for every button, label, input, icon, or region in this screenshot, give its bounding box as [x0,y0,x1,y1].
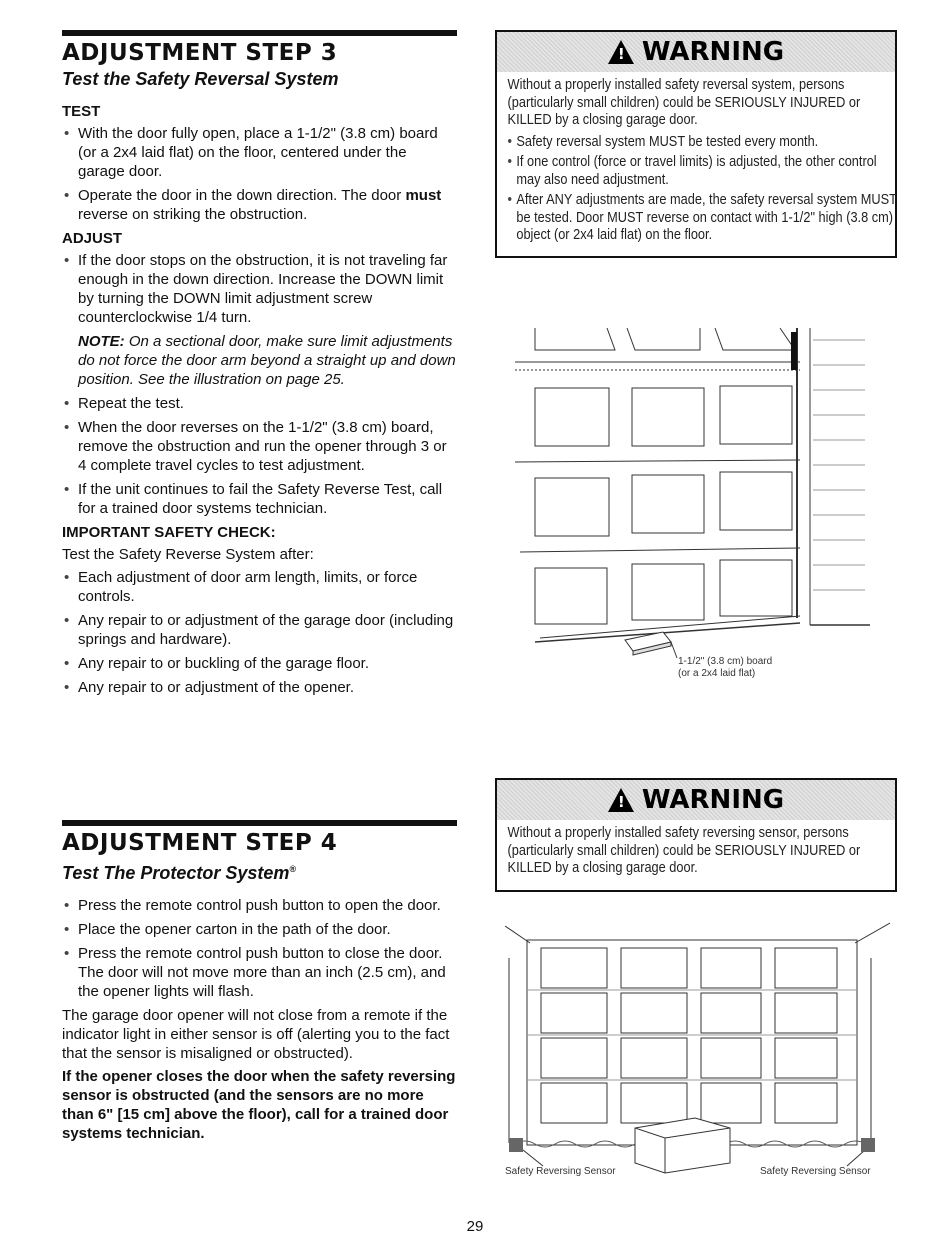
list-item: • Press the remote control push button to close the door. The door will not move more than an inch (2.5 cm), and the opener lights will flash. [62,944,457,1001]
step4-subtitle-text: Test The Protector System [62,863,290,883]
safety-check-heading: IMPORTANT SAFETY CHECK: [62,524,276,541]
warning-triangle-icon: ! [608,40,634,64]
warning-body [497,820,910,890]
list-item: • If one control (force or travel limits) is adjusted, the other control may also need adjustment. [508,154,900,189]
list-item: • Press the remote control push button to open the door. [62,896,457,915]
warning-heading: WARNING [641,785,785,815]
list-item: • If the unit continues to fail the Safety Reverse Test, call for a trained door systems technician. [62,480,457,518]
sensor-label-right: Safety Reversing Sensor [760,1166,871,1177]
figure1-caption: 1-1/2" (3.8 cm) board [678,656,773,667]
step4-section [62,820,457,1147]
step3-title: ADJUSTMENT STEP 3 [62,40,338,66]
adjust-list-continued [62,394,457,518]
list-item [62,186,457,224]
registered-mark: ® [289,864,297,874]
step4-title: ADJUSTMENT STEP 4 [62,830,338,856]
safety-check-list [62,568,457,697]
list-item: • When the door reverses on the 1-1/2" (3.8 cm) board, remove the obstruction and run the opener through 3 or 4 complete travel cycles to test adjustment. [62,418,457,475]
warning-list [508,134,900,245]
note-text: On a sectional door, make sure limit adjustments do not force the door arm beyond a straight up and down position. See the illustration on page 25. [78,333,456,388]
warning-header [497,780,895,820]
test-list [62,124,457,224]
left-sensor-icon [509,1138,523,1152]
emphasis-text: must [405,187,442,204]
warning-body [497,72,910,256]
note-label: NOTE: [78,333,125,350]
warning-header [497,32,895,72]
list-item: • With the door fully open, place a 1-1/2" (3.8 cm) board (or a 2x4 laid flat) on the floor, centered under the garage door. [62,124,457,181]
list-item: • After ANY adjustments are made, the safety reversal system MUST be tested. Door MUST reverse on contact with 1-1/2" high (3.8 cm) object (or 2x4 laid flat) on the floor. [508,192,900,245]
sensor-carton-illustration [495,918,895,1188]
right-sensor-icon [861,1138,875,1152]
step3-subtitle: Test the Safety Reversal System [62,69,339,89]
step4-bold-paragraph: If the opener closes the door when the safety reversing sensor is obstructed (and the sensors are no more than 6" [15 cm] above the floor), call for a trained door systems technician. [62,1068,456,1142]
list-item: • Any repair to or adjustment of the opener. [62,678,457,697]
warning-intro: Without a properly installed safety reversing sensor, persons (particularly small children) could be SERIOUSLY INJURED or KILLED by a closing garage door. [507,825,861,876]
sensor-label-left: Safety Reversing Sensor [505,1166,616,1177]
left-column [62,30,457,702]
list-item: • Each adjustment of door arm length, limits, or force controls. [62,568,457,606]
section-rule [62,30,457,36]
note [62,332,457,389]
garage-door-board-illustration [495,320,895,700]
section-rule [62,820,457,826]
list-item: • If the door stops on the obstruction, it is not traveling far enough in the down direction. Increase the DOWN limit by turning the DOWN limit adjustment screw counterclockwise 1/4 turn. [62,251,457,327]
warning-intro: Without a properly installed safety reversal system, persons (particularly small children) could be SERIOUSLY INJURED or KILLED by a closing garage door. [507,77,861,128]
step4-paragraph: The garage door opener will not close from a remote if the indicator light in either sensor is off (alerting you to the fact that the sensor is misaligned or obstructed). [62,1007,450,1062]
step4-subtitle [62,858,457,884]
list-item: • Place the opener carton in the path of the door. [62,920,457,939]
warning-box-1 [495,30,897,258]
warning-box-2 [495,778,897,892]
list-item-text: reverse on striking the obstruction. [78,206,308,223]
warning-heading: WARNING [641,37,785,67]
figure1-caption: (or a 2x4 laid flat) [678,668,756,679]
list-item: • Any repair to or adjustment of the garage door (including springs and hardware). [62,611,457,649]
warning-triangle-icon: ! [608,788,634,812]
list-item: • Safety reversal system MUST be tested every month. [508,134,900,152]
step4-list [62,896,457,1001]
list-item-text: Operate the door in the down direction. The door [78,187,406,204]
adjust-list [62,251,457,327]
list-item: • Repeat the test. [62,394,457,413]
list-item: • Any repair to or buckling of the garage floor. [62,654,457,673]
safety-check-intro: Test the Safety Reverse System after: [62,546,314,563]
test-heading: TEST [62,103,101,120]
adjust-heading: ADJUST [62,230,123,247]
page-number: 29 [466,1218,484,1235]
door-track-icon [791,332,797,370]
